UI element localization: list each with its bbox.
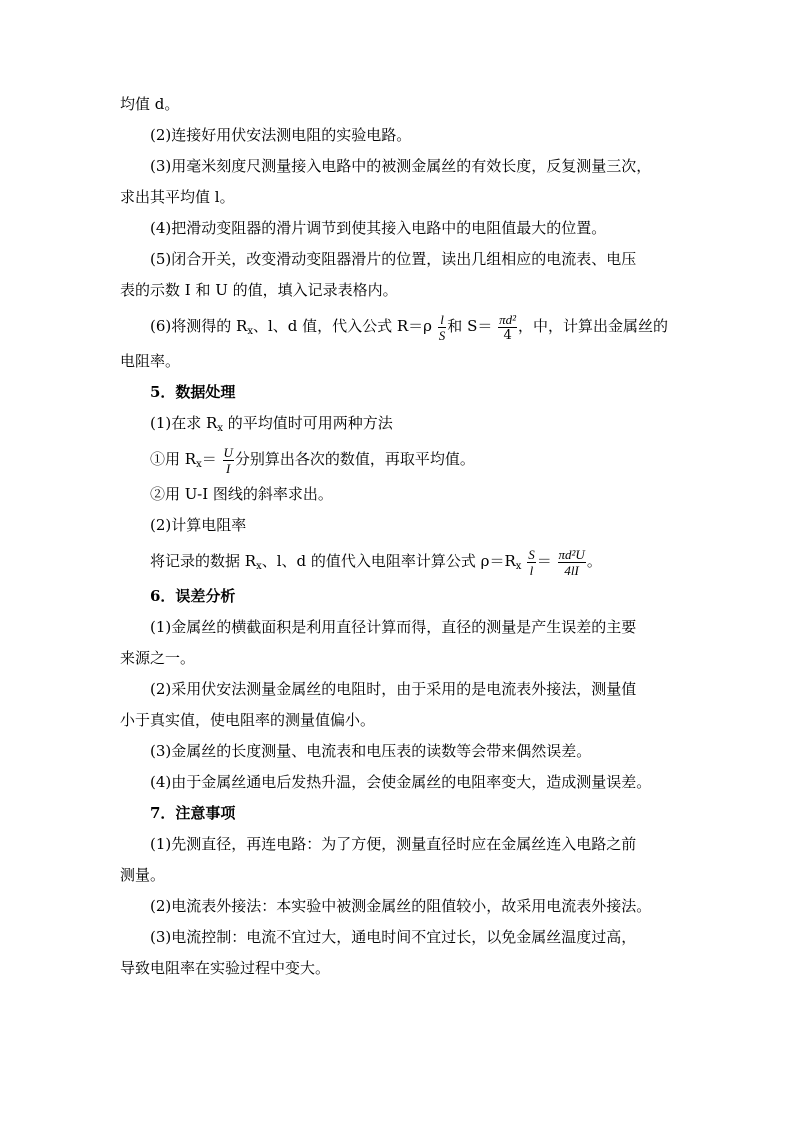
method-1-line [120, 439, 676, 479]
fraction-l-over-s [438, 313, 447, 342]
note-item-1: (1)先测直径，再连电路：为了方便，测量直径时应在金属丝连入电路之前 [150, 835, 637, 853]
note-item-2: (2)电流表外接法：本实验中被测金属丝的阻值较小，故采用电流表外接法。 [150, 897, 652, 915]
step-3: (3)用毫米刻度尺测量接入电路中的被测金属丝的有效长度，反复测量三次， [150, 157, 652, 175]
text-line: 表的示数 I 和 U 的值，填入记录表格内。 [120, 281, 398, 299]
step-2: (2)连接好用伏安法测电阻的实验电路。 [150, 126, 412, 144]
text-segment: 、l、d 的值代入电阻率计算公式 ρ＝R [261, 552, 516, 570]
step-4: (4)把滑动变阻器的滑片调节到使其接入电路中的电阻值最大的位置。 [150, 219, 607, 237]
denominator: I [226, 460, 231, 476]
text-segment: 分别算出各次的数值，再取平均值。 [234, 450, 475, 468]
fraction-s-over-l [527, 548, 536, 577]
subscript: x [217, 423, 223, 434]
subscript: x [196, 459, 202, 470]
text-line: 求出其平均值 l。 [120, 188, 235, 206]
text-line: 均值 d。 [120, 95, 180, 113]
text-segment: (6)将测得的 R [150, 317, 248, 335]
resistivity-formula-line [120, 541, 676, 581]
text-line: 测量。 [120, 866, 166, 884]
denominator: l [529, 562, 534, 578]
text-segment: ＝ [201, 450, 217, 468]
error-item-1: (1)金属丝的横截面积是利用直径计算而得，直径的测量是产生误差的主要 [150, 618, 637, 636]
error-item-3: (3)金属丝的长度测量、电流表和电压表的读数等会带来偶然误差。 [150, 742, 592, 760]
denominator: 4lI [564, 562, 579, 578]
error-item-4: (4)由于金属丝通电后发热升温，会使金属丝的电阻率变大，造成测量误差。 [150, 773, 652, 791]
step-6-formula-line [120, 306, 676, 346]
denominator: S [438, 327, 446, 343]
text-segment: (1)在求 R [150, 414, 218, 432]
numerator: U [223, 444, 233, 460]
text-line: 电阻率。 [120, 352, 181, 370]
text-segment: ＝ [536, 552, 552, 570]
text-line: 导致电阻率在实验过程中变大。 [120, 959, 331, 977]
text-segment: ①用 R [150, 450, 197, 468]
numerator: πd² [499, 311, 517, 327]
subscript: x [256, 561, 262, 572]
fraction-resistivity [558, 548, 586, 577]
numerator: S [528, 546, 535, 562]
error-item-2: (2)采用伏安法测量金属丝的电阻时，由于采用的是电流表外接法，测量值 [150, 680, 637, 698]
text-line [120, 408, 676, 439]
text-segment: 的平均值时可用两种方法 [222, 414, 393, 432]
text-segment: ，中，计算出金属丝的 [518, 317, 669, 335]
step-5: (5)闭合开关，改变滑动变阻器滑片的位置，读出几组相应的电流表、电压 [150, 250, 637, 268]
section-heading-5: 5．数据处理 [150, 383, 236, 401]
fraction-area [498, 313, 517, 342]
numerator: l [438, 313, 447, 328]
denominator: 4 [503, 327, 512, 343]
note-item-3: (3)电流控制：电流不宜过大，通电时间不宜过长，以免金属丝温度过高， [150, 928, 637, 946]
text-segment: 和 S＝ [447, 317, 493, 335]
text-segment: 。 [586, 552, 602, 570]
text-segment: 将记录的数据 R [150, 552, 257, 570]
text-line: 来源之一。 [120, 649, 196, 667]
numerator: πd²U [558, 546, 585, 562]
method-2-line: ②用 U-I 图线的斜率求出。 [150, 485, 333, 503]
subscript: x [515, 561, 522, 572]
subscript: x [247, 326, 253, 337]
text-segment: 、l、d 值，代入公式 R＝ρ [252, 317, 433, 335]
section-heading-7: 7．注意事项 [150, 804, 236, 822]
section-heading-6: 6．误差分析 [150, 587, 236, 605]
document-body [120, 89, 676, 984]
text-line: 小于真实值，使电阻率的测量值偏小。 [120, 711, 376, 729]
text-line: (2)计算电阻率 [150, 516, 247, 534]
fraction-u-over-i [223, 446, 234, 475]
